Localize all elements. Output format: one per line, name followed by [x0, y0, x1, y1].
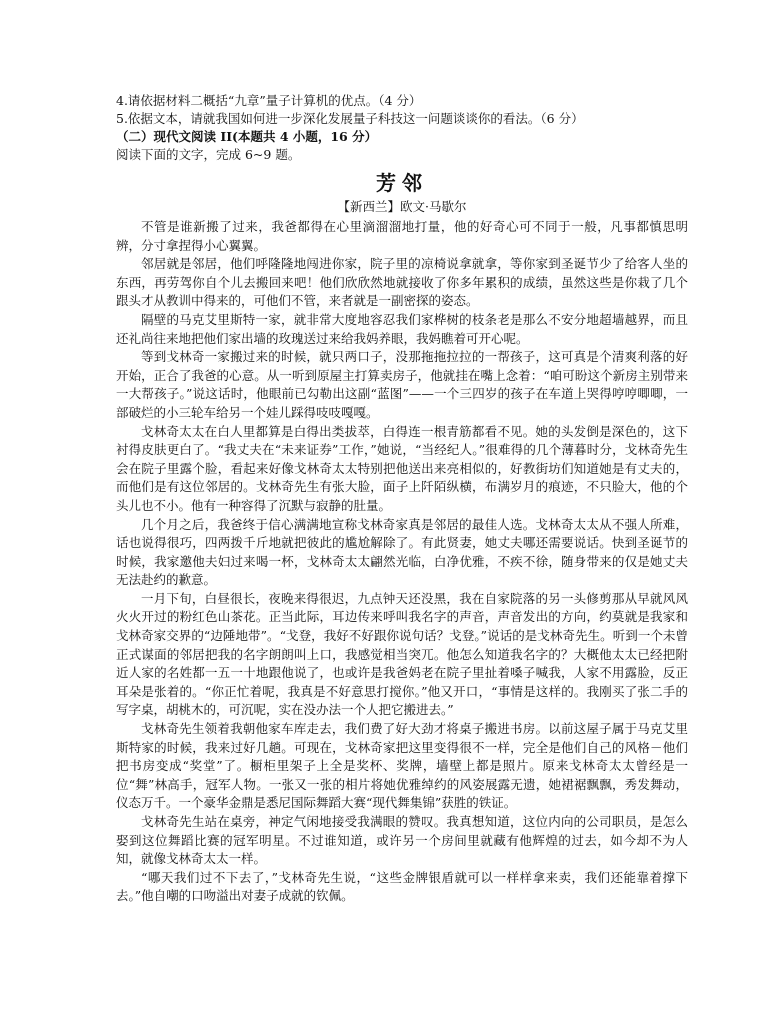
article-author: 【新西兰】欧文·马歇尔: [337, 199, 467, 214]
article-paragraph-7: 一月下旬，白昼很长，夜晚来得很迟，九点钟天还没黑，我在自家院落的另一头修剪那从早就风风火火开过的粉红色山茶花。正当此际，耳边传来呼叫我名字的声音，声音发出的方向，约莫就是我家和戈林奇家交界的“边陲地带”。“戈登，我好不好跟你说句话？戈登。”说话的是戈林奇先生。听到一个未曾正式谋面的邻居把我的名字朗朗叫上口，我感觉相当突兀。他怎么知道我名字的？大概他太太已经把附近人家的名姓都一五一十地跟他说了，也或许是我爸妈老在院子里扯着嗓子喊我，人家不用露脸，反正耳朵是张着的。“你正忙着呢，我真是不好意思打搅你。”他又开口，“事情是这样的。我刚买了张二手的写字桌，胡桃木的，可沉呢，实在没办法一个人把它搬进去。”: [116, 590, 688, 718]
article-paragraph-10: “哪天我们过不下去了，”戈林奇先生说，“这些金牌银盾就可以一样样拿来卖，我们还能靠着撑下去。”他自嘲的口吻溢出对妻子成就的钦佩。: [116, 869, 688, 904]
question-5: 5.依据文本，请就我国如何进一步深化发展量子科技这一问题谈谈你的看法。（6 分）: [116, 111, 584, 126]
document-content: [116, 92, 688, 906]
article-paragraph-1: 不管是谁新搬了过来，我爸都得在心里滴溜溜地打量，他的好奇心可不同于一般，凡事都慎思明辨，分寸拿捏得小心翼翼。: [116, 219, 688, 253]
article-paragraph-9: 戈林奇先生站在桌旁，神定气闲地接受我满眼的赞叹。我真想知道，这位内向的公司职员，是怎么娶到这位舞蹈比赛的冠军明星。不过谁知道，或许另一个房间里就藏有他辉煌的过去，如今却不为人知，就像戈林奇太太一样。: [116, 814, 688, 867]
question-4: 4.请依据材料二概括“九章”量子计算机的优点。（4 分）: [116, 93, 422, 108]
section-heading: （二）现代文阅读 II(本题共 4 小题，16 分）: [116, 129, 378, 144]
article-paragraph-2: 邻居就是邻居，他们呼隆隆地闯进你家，院子里的凉椅说拿就拿，等你家到圣诞节少了给客人坐的东西，再劳驾你自个儿去搬回来吧！他们欣欣然地就接收了你多年累积的成绩，虽然这些是你栽了几个跟头才从教训中得来的，可他们不管，来者就是一副密探的姿态。: [116, 256, 688, 309]
article-paragraph-5: 戈林奇太太在白人里都算是白得出类拔萃，白得连一根青筋都看不见。她的头发倒是深色的，这下衬得皮肤更白了。“我丈夫在“未来证券”工作，”她说，“当经纪人。”很难得的几个薄暮时分，戈林奇先生会在院子里露个脸，看起来好像戈林奇太太特别把他送出来亮相似的，好教街坊们知道她是有丈夫的，而他们是有这位邻居的。戈林奇先生有张大脸，面子上阡陌纵横，布满岁月的痕迹，不只脸大，他的个头儿也不小。他有一种容得了沉默与寂静的肚量。: [116, 423, 688, 513]
article-paragraph-3: 隔壁的马克艾里斯特一家，就非常大度地容忍我们家桦树的枝条老是那么不安分地超墙越界，而且还礼尚往来地把他们家出墙的玫瑰送过来给我妈养眼，我妈瞧着可开心呢。: [116, 311, 688, 346]
article-paragraph-4: 等到戈林奇一家搬过来的时候，就只两口子，没那拖拖拉拉的一帮孩子，这可真是个清爽利落的好开始，正合了我爸的心意。从一听到原屋主打算卖房子，他就挂在嘴上念着：“咱可盼这个新房主别带来一大帮孩子。”说这话时，他眼前已勾勒出这副“蓝图”——一个三四岁的孩子在车道上哭得哼哼唧唧，一部破烂的小三轮车给另一个娃儿踩得吱吱嘎嘎。: [116, 349, 688, 420]
reading-instruction: 阅读下面的文字，完成 6~9 题。: [116, 147, 301, 162]
article-paragraph-6: 几个月之后，我爸终于信心满满地宣称戈林奇家真是邻居的最佳人选。戈林奇太太从不强人所难，话也说得很巧，四两拨千斤地就把彼此的尴尬解除了。有此贤妻，她丈夫哪还需要说话。快到圣诞节的时候，我家邀他夫妇过来喝一杯，戈林奇太太翩然光临，白净优雅，不疾不徐，随身带来的仅是她丈夫无法赴约的歉意。: [116, 516, 688, 588]
article-title: 芳邻: [376, 171, 428, 195]
article-paragraph-8: 戈林奇先生领着我朝他家车库走去，我们费了好大劲才将桌子搬进书房。以前这屋子属于马克艾里斯特家的时候，我来过好几趟。可现在，戈林奇家把这里变得很不一样，完全是他们自己的风格－他们把书房变成“奖堂”了。橱柜里架子上全是奖杯、奖牌，墙壁上都是照片。原来戈林奇太太曾经是一位“舞”林高手，冠军人物。一张又一张的相片将她优雅绰约的风姿展露无遗，她裙裾飘飘，秀发舞动，仪态万千。一个豪华金鼎是悉尼国际舞蹈大赛“现代舞集锦”获胜的铁证。: [116, 721, 688, 811]
